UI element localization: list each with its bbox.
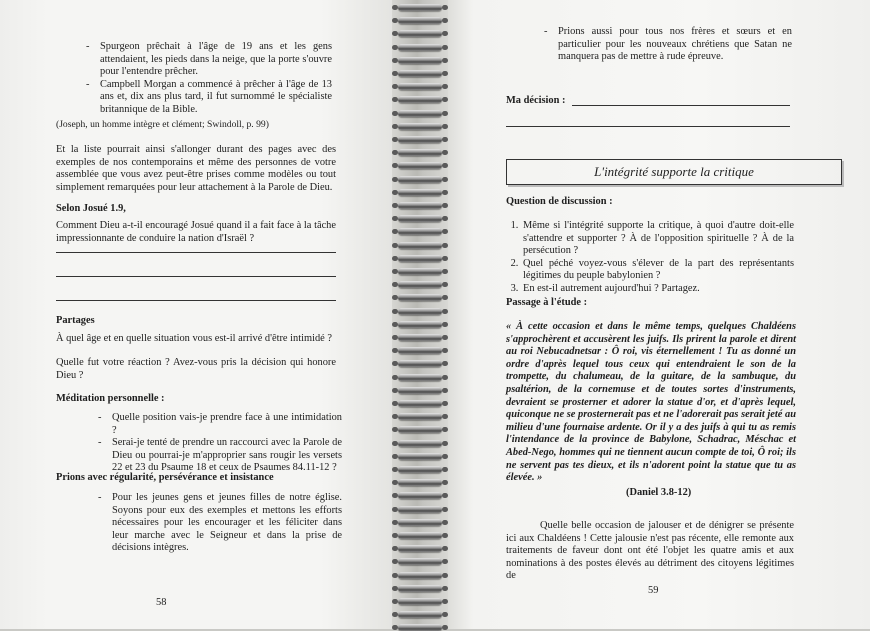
question-3: 3. En est-il autrement aujourd'hui ? Partagez. <box>521 283 794 296</box>
answer-line-3 <box>56 300 336 301</box>
closing-paragraph: Quelle belle occasion de jalouser et de dénigrer se présente ici aux Chaldéens ! Cette jalousie n'est pas récente, elle remonte aux traitements de faveur dont ont été l'objet les quatre amis et aux nominations à des postes élevés au détriment des citoyens légitimes de <box>506 520 794 582</box>
spiral-coil <box>398 215 442 222</box>
intro-paragraph: Et la liste pourrait ainsi s'allonger durant des pages avec des exemples de nos contemporains et même des personnes de votre assemblée que vous avez peut-être prises comme modèles ou tout simplement remarquées pour leur attachement à la Parole de Dieu. <box>56 144 336 193</box>
citation: (Joseph, un homme intègre et clément; Swindoll, p. 99) <box>56 119 269 130</box>
spiral-coil <box>398 545 442 552</box>
decision-line-2 <box>506 126 790 127</box>
spiral-coil <box>398 413 442 420</box>
punch-hole <box>392 573 398 578</box>
punch-hole <box>392 124 398 129</box>
punch-hole <box>392 586 398 591</box>
spiral-coil <box>398 136 442 143</box>
punch-hole <box>392 71 398 76</box>
spiral-binding <box>392 0 448 629</box>
prayer-bullet-list <box>544 26 792 64</box>
passage-text: « À cette occasion et dans le même temps, quelques Chaldéens s'approchèrent et accusèrent les juifs. Ils prirent la parole et dirent au roi Nebucadnetsar : Ô roi, vis éternellement ! Tu as donné un ordre d'après lequel tous ceux qui entendraient le son de la trompette, du chalumeau, de la guitare, de la sambuque, du psaltérion, de la cornemuse et de toutes sortes d'instruments, devraient se prosterner et adorer la statue d'or, et d'après lequel, quiconque ne se prosternerait pas et ne l'adorerait pas serait jeté au milieu d'une fournaise ardente. Or il y a des juifs à qui tu as remis l'intendance de la province de Babylone, Schadrac, Méschac et Abed-Nego, hommes qui ne tiennent aucun compte de toi, Ô roi; ils ne servent pas tes dieux, et ils n'adorent point la statue que tu as élevée. » <box>506 321 796 484</box>
spiral-coil <box>398 255 442 262</box>
punch-hole <box>392 309 398 314</box>
spiral-coil <box>398 228 442 235</box>
passage-heading: Passage à l'étude : <box>506 297 588 308</box>
punch-hole <box>392 295 398 300</box>
spiral-coil <box>398 492 442 499</box>
bullet-campbell-morgan: - Campbell Morgan a commencé à prêcher à l'âge de 13 ans et, dix ans plus tard, il fut surnommé le spécialiste britannique de la Bible. <box>86 79 332 117</box>
spiral-coil <box>398 598 442 605</box>
meditation-bullet-1: - Quelle position vais-je prendre face à une intimidation ? <box>98 412 342 437</box>
meditation-bullet-list <box>98 412 342 475</box>
spiral-coil <box>398 360 442 367</box>
punch-hole <box>392 414 398 419</box>
spiral-coil <box>398 189 442 196</box>
right-page <box>448 0 870 629</box>
spiral-coil <box>398 558 442 565</box>
spiral-coil <box>398 17 442 24</box>
punch-hole <box>392 375 398 380</box>
spiral-coil <box>398 466 442 473</box>
punch-hole <box>392 84 398 89</box>
spiral-coil <box>398 440 442 447</box>
punch-hole <box>392 612 398 617</box>
spiral-coil <box>398 44 442 51</box>
punch-hole <box>392 269 398 274</box>
page-number-right: 59 <box>648 585 659 596</box>
punch-hole <box>392 599 398 604</box>
punch-hole <box>392 348 398 353</box>
spiral-coil <box>398 572 442 579</box>
punch-hole <box>392 58 398 63</box>
section-title-box: L'intégrité supporte la critique <box>506 159 842 185</box>
question-heading: Question de discussion : <box>506 196 613 207</box>
decision-line-1 <box>572 105 790 106</box>
punch-hole <box>392 559 398 564</box>
spiral-coil <box>398 30 442 37</box>
punch-hole <box>392 335 398 340</box>
prayer-bullet: - Prions aussi pour tous nos frères et sœurs et en particulier pour les nouveaux chrétiens que Satan ne manquera pas de mettre à rude épreuve. <box>544 26 792 64</box>
spiral-coil <box>398 110 442 117</box>
selon-josue-heading: Selon Josué 1.9, <box>56 203 126 214</box>
partages-question-2: Quelle fut votre réaction ? Avez-vous pris la décision qui honore Dieu ? <box>56 357 336 381</box>
punch-hole <box>392 190 398 195</box>
spiral-coil <box>398 96 442 103</box>
punch-hole <box>392 216 398 221</box>
punch-hole <box>392 97 398 102</box>
answer-line-1 <box>56 252 336 253</box>
spiral-coil <box>398 242 442 249</box>
punch-hole <box>392 546 398 551</box>
decision-label: Ma décision : <box>506 95 566 106</box>
spiral-coil <box>398 387 442 394</box>
spiral-coil <box>398 281 442 288</box>
spiral-coil <box>398 123 442 130</box>
spiral-coil <box>398 400 442 407</box>
punch-hole <box>392 401 398 406</box>
left-page <box>0 0 392 629</box>
selon-josue-question: Comment Dieu a-t-il encouragé Josué quand il a fait face à la tâche impressionnante de conduire la nation d'Israël ? <box>56 220 336 244</box>
intro-bullet-list <box>86 41 332 117</box>
punch-hole <box>392 18 398 23</box>
spiral-coil <box>398 321 442 328</box>
punch-hole <box>392 533 398 538</box>
punch-hole <box>392 111 398 116</box>
spiral-coil <box>398 334 442 341</box>
page-number-left: 58 <box>156 597 167 608</box>
passage-reference: (Daniel 3.8-12) <box>626 487 692 498</box>
spiral-coil <box>398 611 442 618</box>
punch-hole <box>392 520 398 525</box>
punch-hole <box>392 31 398 36</box>
question-2: 2. Quel péché voyez-vous s'élever de la part des représentants légitimes du peuple babylonien ? <box>521 258 794 283</box>
punch-hole <box>392 150 398 155</box>
spiral-coil <box>398 506 442 513</box>
punch-hole <box>392 493 398 498</box>
punch-hole <box>392 441 398 446</box>
meditation-bullet-2: - Serai-je tenté de prendre un raccourci avec la Parole de Dieu ou pourrai-je m'approprier sans rougir les versets 22 et 23 du Psaume 18 et ceux de Psaumes 84.11-12 ? <box>98 437 342 475</box>
spiral-coil <box>398 294 442 301</box>
partages-question-1: À quel âge et en quelle situation vous est-il arrivé d'être intimidé ? <box>56 333 332 344</box>
punch-hole <box>392 137 398 142</box>
meditation-heading: Méditation personnelle : <box>56 393 165 404</box>
spiral-coil <box>398 347 442 354</box>
question-list <box>506 220 794 296</box>
spiral-coil <box>398 453 442 460</box>
punch-hole <box>392 163 398 168</box>
spiral-coil <box>398 519 442 526</box>
punch-hole <box>392 282 398 287</box>
punch-hole <box>392 454 398 459</box>
spiral-coil <box>398 149 442 156</box>
punch-hole <box>392 5 398 10</box>
punch-hole <box>392 177 398 182</box>
spiral-coil <box>398 532 442 539</box>
spiral-coil <box>398 162 442 169</box>
spiral-coil <box>398 308 442 315</box>
spiral-coil <box>398 374 442 381</box>
punch-hole <box>392 467 398 472</box>
prions-bullet-list <box>98 492 342 555</box>
punch-hole <box>392 480 398 485</box>
punch-hole <box>392 625 398 630</box>
partages-heading: Partages <box>56 315 95 326</box>
bullet-spurgeon: - Spurgeon prêchait à l'âge de 19 ans et les gens attendaient, les pieds dans la neige, que la porte s'ouvre pour l'entendre prêcher. <box>86 41 332 79</box>
punch-hole <box>392 203 398 208</box>
spiral-coil <box>398 83 442 90</box>
punch-hole <box>392 388 398 393</box>
prions-heading: Prions avec régularité, persévérance et insistance <box>56 472 274 483</box>
prions-bullet: - Pour les jeunes gens et jeunes filles de notre église. Soyons pour eux des exemples et mettons les efforts nécessaires pour les encourager et les féliciter dans leur marche avec le Seigneur et dans la prise de décisions intègres. <box>98 492 342 555</box>
spiral-coil <box>398 624 442 631</box>
spiral-coil <box>398 479 442 486</box>
punch-hole <box>392 507 398 512</box>
punch-hole <box>392 322 398 327</box>
spiral-coil <box>398 57 442 64</box>
punch-hole <box>392 45 398 50</box>
spiral-coil <box>398 176 442 183</box>
question-1: 1. Même si l'intégrité supporte la critique, à quoi d'autre doit-elle s'attendre et supporter ? À de l'opposition spirituelle ? À de la persécution ? <box>521 220 794 258</box>
punch-hole <box>392 427 398 432</box>
spiral-coil <box>398 268 442 275</box>
spiral-coil <box>398 4 442 11</box>
spiral-coil <box>398 202 442 209</box>
punch-hole <box>392 256 398 261</box>
punch-hole <box>392 243 398 248</box>
answer-line-2 <box>56 276 336 277</box>
spiral-coil <box>398 426 442 433</box>
punch-hole <box>392 229 398 234</box>
spiral-coil <box>398 585 442 592</box>
punch-hole <box>392 361 398 366</box>
spiral-coil <box>398 70 442 77</box>
